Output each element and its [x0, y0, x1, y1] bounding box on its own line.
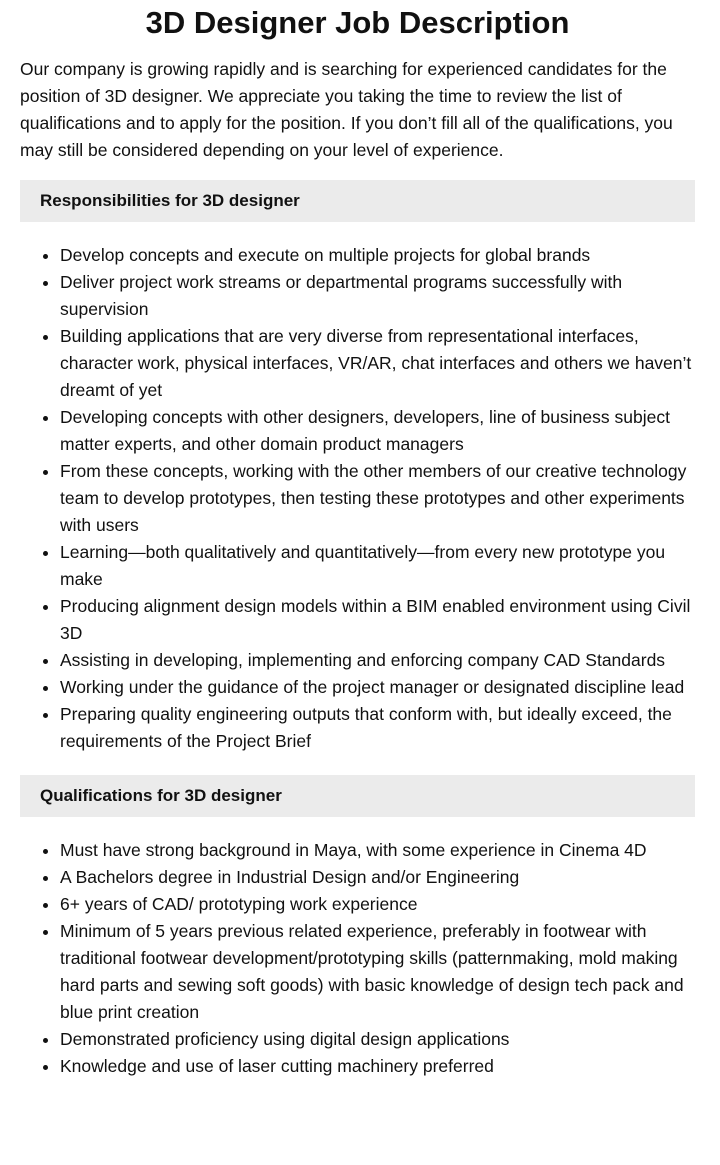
- list-item: • Learning—both qualitatively and quantitatively—from every new prototype you make: [60, 539, 695, 593]
- list-item: • Must have strong background in Maya, with some experience in Cinema 4D: [60, 837, 695, 864]
- list-item: • Knowledge and use of laser cutting machinery preferred: [60, 1053, 695, 1080]
- list-item: • Deliver project work streams or departmental programs successfully with supervision: [60, 269, 695, 323]
- list-item: • Producing alignment design models within a BIM enabled environment using Civil 3D: [60, 593, 695, 647]
- responsibilities-heading: Responsibilities for 3D designer: [20, 180, 695, 222]
- list-item: • Working under the guidance of the project manager or designated discipline lead: [60, 674, 695, 701]
- intro-paragraph: Our company is growing rapidly and is searching for experienced candidates for the position of 3D designer. We appreciate you taking the time to review the list of qualifications and to apply for the position. If you don’t fill all of the qualifications, you may still be considered depending on your level of experience.: [20, 59, 673, 160]
- list-item: • Developing concepts with other designers, developers, line of business subject matter experts, and other domain product managers: [60, 404, 695, 458]
- list-item: • From these concepts, working with the other members of our creative technology team to develop prototypes, then testing these prototypes and other experiments with users: [60, 458, 695, 539]
- list-item: • 6+ years of CAD/ prototyping work experience: [60, 891, 695, 918]
- qualifications-list: [20, 837, 695, 1080]
- list-item: • A Bachelors degree in Industrial Design and/or Engineering: [60, 864, 695, 891]
- list-item: • Demonstrated proficiency using digital design applications: [60, 1026, 695, 1053]
- list-item: • Preparing quality engineering outputs that conform with, but ideally exceed, the requirements of the Project Brief: [60, 701, 695, 755]
- qualifications-heading: Qualifications for 3D designer: [20, 775, 695, 817]
- list-item: • Develop concepts and execute on multiple projects for global brands: [60, 242, 695, 269]
- list-item: • Assisting in developing, implementing and enforcing company CAD Standards: [60, 647, 695, 674]
- responsibilities-list: [20, 242, 695, 755]
- list-item: • Minimum of 5 years previous related experience, preferably in footwear with traditional footwear development/prototyping skills (patternmaking, mold making hard parts and sewing soft goods) with basic knowledge of design tech pack and blue print creation: [60, 918, 695, 1026]
- list-item: • Building applications that are very diverse from representational interfaces, character work, physical interfaces, VR/AR, chat interfaces and others we haven’t dreamt of yet: [60, 323, 695, 404]
- page-title: 3D Designer Job Description: [145, 5, 570, 40]
